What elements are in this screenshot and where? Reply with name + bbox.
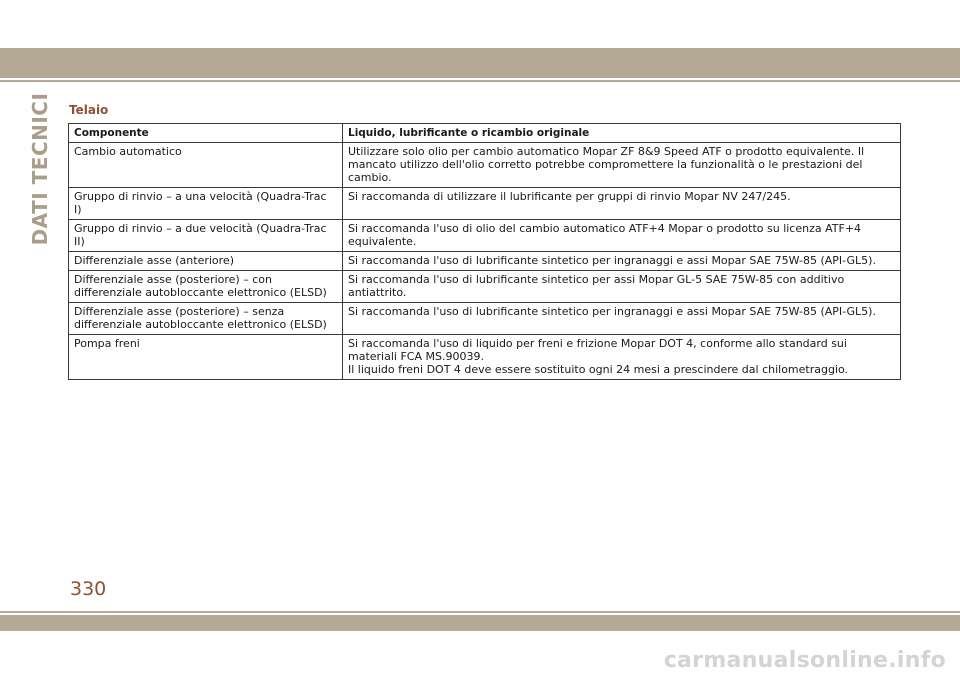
cell-fluid <box>343 220 901 252</box>
table-row <box>69 335 901 380</box>
cell-fluid <box>343 188 901 220</box>
cell-fluid-text: Si raccomanda l'uso di lubrificante sintetico per ingranaggi e assi Mopar SAE 75W-85 (API-GL5). <box>348 254 876 267</box>
table-header-row <box>69 124 901 143</box>
cell-fluid-text: Si raccomanda l'uso di olio del cambio automatico ATF+4 Mopar o prodotto su licenza ATF+4 equivalente. <box>348 222 862 248</box>
chapter-side-label <box>28 92 52 246</box>
table-row <box>69 252 901 271</box>
cell-fluid-text: Il liquido freni DOT 4 deve essere sostituito ogni 24 mesi a prescindere dal chilometraggio. <box>348 363 849 376</box>
cell-fluid-text: Utilizzare solo olio per cambio automatico Mopar ZF 8&9 Speed ATF o prodotto equivalente. Il mancato utilizzo dell'olio corretto potrebbe compromettere la funzionalità o le prestazioni del cambio. <box>348 145 865 184</box>
footer-rule <box>0 611 960 613</box>
header-rule <box>0 80 960 82</box>
cell-fluid <box>343 143 901 188</box>
cell-fluid-text: Si raccomanda l'uso di lubrificante sintetico per assi Mopar GL-5 SAE 75W-85 con additivo antiattrito. <box>348 273 845 299</box>
header-band <box>0 48 960 78</box>
cell-fluid-text: Si raccomanda l'uso di lubrificante sintetico per ingranaggi e assi Mopar SAE 75W-85 (API-GL5). <box>348 305 876 318</box>
table-row <box>69 271 901 303</box>
cell-fluid <box>343 335 901 380</box>
page-number: 330 <box>70 578 107 600</box>
table-row <box>69 220 901 252</box>
table-row <box>69 143 901 188</box>
cell-component: Cambio automatico <box>69 143 343 188</box>
section-title: Telaio <box>69 103 109 117</box>
footer-band <box>0 615 960 631</box>
cell-component: Differenziale asse (posteriore) – senza differenziale autobloccante elettronico (ELSD) <box>69 303 343 335</box>
cell-fluid-text: Si raccomanda di utilizzare il lubrificante per gruppi di rinvio Mopar NV 247/245. <box>348 190 791 203</box>
watermark: carmanualsonline.info <box>663 648 946 673</box>
header-fluid: Liquido, lubrificante o ricambio originale <box>343 124 901 143</box>
table-row <box>69 188 901 220</box>
cell-fluid <box>343 252 901 271</box>
cell-fluid <box>343 303 901 335</box>
cell-component: Differenziale asse (posteriore) – con differenziale autobloccante elettronico (ELSD) <box>69 271 343 303</box>
cell-fluid-text: Si raccomanda l'uso di liquido per freni e frizione Mopar DOT 4, conforme allo standard sui materiali FCA MS.90039. <box>348 337 847 363</box>
header-component: Componente <box>69 124 343 143</box>
cell-fluid <box>343 271 901 303</box>
cell-component: Differenziale asse (anteriore) <box>69 252 343 271</box>
cell-component: Gruppo di rinvio – a due velocità (Quadra-Trac II) <box>69 220 343 252</box>
cell-component: Pompa freni <box>69 335 343 380</box>
chassis-fluids-table <box>68 123 901 380</box>
table-row <box>69 303 901 335</box>
chapter-side-label-text: DATI TECNICI <box>28 92 52 246</box>
cell-component: Gruppo di rinvio – a una velocità (Quadra-Trac I) <box>69 188 343 220</box>
